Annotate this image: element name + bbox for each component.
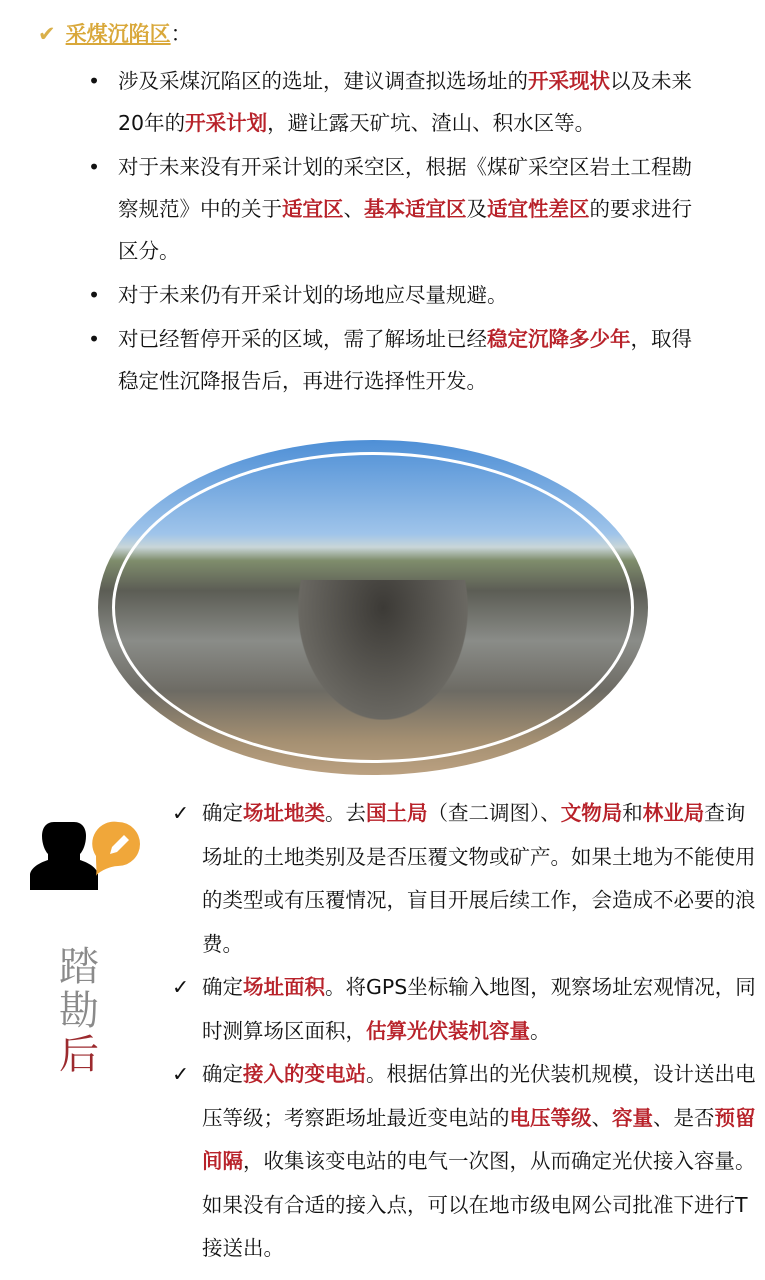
body-text: 确定 (202, 1062, 243, 1086)
body-text: 、是否 (653, 1105, 715, 1130)
list-item (172, 966, 762, 1053)
highlight-text: 接入的变电站 (243, 1062, 366, 1086)
subsidence-bullet-list (88, 60, 708, 404)
body-text: 的要求进行区分。 (118, 197, 692, 263)
list-item (88, 60, 708, 144)
body-text: 确定 (202, 801, 243, 825)
side-label (57, 945, 101, 1077)
highlight-text: 适宜性差区 (487, 197, 590, 221)
section-heading (38, 18, 192, 48)
checkmark-icon: ✓ (172, 801, 190, 825)
list-item (88, 318, 708, 402)
highlight-text: 预留间隔 (202, 1105, 756, 1173)
heading-title: 采煤沉陷区 (65, 22, 171, 46)
body-text: 。根据估算出的光伏装机规模，设计送出电压等级；考察距场址最近变电站的 (202, 1062, 756, 1130)
highlight-text: 开采计划 (185, 111, 268, 135)
side-char: 勘 (59, 988, 99, 1034)
body-text: （查二调图）、 (427, 801, 561, 825)
body-text: 及 (466, 197, 487, 221)
highlight-text: 稳定沉降多少年 (487, 327, 631, 351)
body-text: 。 (530, 1018, 551, 1043)
post-survey-check-list (172, 792, 762, 1271)
body-text: ，避让露天矿坑、渣山、积水区等。 (267, 111, 596, 135)
list-item (172, 1053, 762, 1271)
body-text: ，收集该变电站的电气一次图，从而确定光伏接入容量。如果没有合适的接入点，可以在地市级电网公司批准下进行T接送出。 (202, 1149, 756, 1260)
highlight-text: 容量 (612, 1105, 653, 1130)
list-item (88, 146, 708, 272)
highlight-text: 场址面积 (243, 975, 325, 999)
body-text: 、 (343, 197, 364, 221)
list-item (88, 274, 708, 316)
highlight-text: 基本适宜区 (364, 197, 467, 221)
mining-pit-photo (98, 440, 648, 775)
body-text: 和 (622, 801, 643, 825)
checkmark-icon: ✓ (172, 975, 190, 999)
highlight-text: 估算光伏装机容量 (366, 1018, 530, 1043)
body-text: 。将GPS坐标输入地图，观察场址宏观情况，同时测算场区面积， (202, 975, 756, 1043)
side-char: 踏 (59, 944, 99, 990)
body-text: 对于未来仍有开采计划的场地应尽量规避。 (118, 283, 508, 307)
highlight-text: 国土局 (366, 801, 428, 825)
person-edit-icon (30, 820, 145, 900)
body-text: 。去 (325, 801, 366, 825)
highlight-text: 适宜区 (282, 197, 344, 221)
checkmark-icon: ✔ (38, 22, 56, 46)
highlight-text: 开采现状 (528, 69, 610, 93)
photo-ring (112, 452, 634, 763)
body-text: 以及未来20年的 (118, 69, 692, 135)
list-item (172, 792, 762, 966)
checkmark-icon: ✓ (172, 1062, 190, 1086)
heading-colon: ： (170, 22, 192, 46)
body-text: 、 (591, 1105, 612, 1130)
highlight-text: 文物局 (560, 801, 623, 825)
body-text: 对于未来没有开采计划的采空区，根据《煤矿采空区岩土工程勘察规范》中的关于 (118, 155, 692, 221)
highlight-text: 场址地类 (243, 801, 325, 825)
body-text: 涉及采煤沉陷区的选址，建议调查拟选场址的 (118, 69, 528, 93)
side-char: 后 (59, 1032, 99, 1078)
body-text: 查询场址的土地类别及是否压覆文物或矿产。如果土地为不能使用的类型或有压覆情况，盲目开展后续工作，会造成不必要的浪费。 (202, 801, 756, 956)
body-text: 确定 (202, 975, 243, 999)
body-text: ，取得稳定性沉降报告后，再进行选择性开发。 (118, 327, 692, 393)
highlight-text: 电压等级 (509, 1105, 592, 1130)
highlight-text: 林业局 (642, 801, 705, 825)
body-text: 对已经暂停开采的区域，需了解场址已经 (118, 327, 487, 351)
